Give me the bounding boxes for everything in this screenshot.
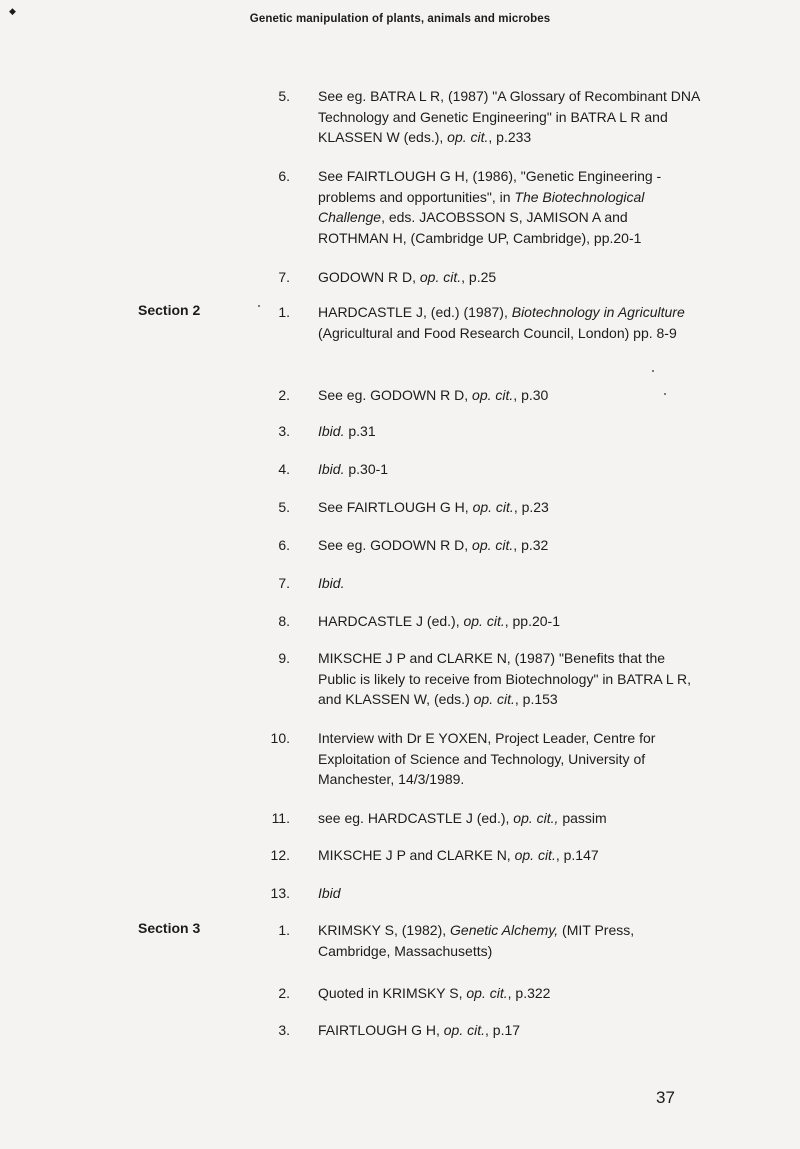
endnote-number: 1. <box>278 304 290 320</box>
endnote-italic-segment: Ibid <box>318 885 341 901</box>
endnote-segment: , p.322 <box>507 985 551 1001</box>
endnote-text <box>318 728 700 790</box>
endnote-text <box>318 535 700 556</box>
endnote-segment: , pp.20-1 <box>504 613 560 629</box>
endnote-italic-segment: op. cit. <box>463 613 505 629</box>
endnote-number: 2. <box>278 985 290 1001</box>
endnote-number: 5. <box>278 499 290 515</box>
endnote-number: 9. <box>278 650 290 666</box>
endnote-italic-segment: op. cit. <box>472 499 514 515</box>
endnote-segment: KRIMSKY S, (1982), <box>318 922 451 938</box>
endnote-segment: , eds. JACOBSSON S, JAMISON A and ROTHMAN H, (Cambridge UP, Cambridge), pp.20-1 <box>318 209 642 246</box>
endnote-number: 2. <box>278 387 290 403</box>
endnote-segment: , p.153 <box>514 691 558 707</box>
endnote-text <box>318 166 700 248</box>
endnote-italic-segment: op. cit., <box>513 810 559 826</box>
endnote-segment: See FAIRTLOUGH G H, (1986), "Genetic Engineering - problems and opportunities", in <box>318 168 662 205</box>
endnote-segment: See FAIRTLOUGH G H, <box>318 499 473 515</box>
endnote-italic-segment: Biotechnology in Agriculture <box>511 304 685 320</box>
endnote-segment: , p.25 <box>461 269 497 285</box>
endnote-text <box>318 1020 700 1041</box>
endnote-segment: HARDCASTLE J, (ed.) (1987), <box>318 304 512 320</box>
endnote-text <box>318 385 700 406</box>
endnote-italic-segment: op. cit. <box>472 537 514 553</box>
endnote-number: 3. <box>278 1022 290 1038</box>
endnote-segment: p.31 <box>344 423 376 439</box>
endnote-segment: , p.32 <box>513 537 549 553</box>
endnote-segment: passim <box>558 810 607 826</box>
endnote-italic-segment: op. cit. <box>472 387 514 403</box>
endnote-segment: (MIT Press, Cambridge, Massachusetts) <box>318 922 635 959</box>
endnote-number: 8. <box>278 613 290 629</box>
endnote-segment: , p.233 <box>488 129 532 145</box>
section-label-3: Section 3 <box>138 920 201 936</box>
endnote-italic-segment: op. cit. <box>514 847 556 863</box>
section-label-2: Section 2 <box>138 302 201 318</box>
endnote-italic-segment: Ibid. <box>318 461 345 477</box>
endnote-text <box>318 845 700 866</box>
endnote-italic-segment: The Biotechnological Challenge <box>318 188 645 225</box>
endnote-number: 7. <box>278 269 290 285</box>
endnote-italic-segment: op. cit. <box>466 985 508 1001</box>
endnote-segment: FAIRTLOUGH G H, <box>318 1022 444 1038</box>
endnote-segment: p.30-1 <box>344 461 389 477</box>
scan-speck <box>258 305 260 307</box>
endnote-segment: , p.17 <box>485 1022 521 1038</box>
endnote-text <box>318 267 700 288</box>
endnote-segment: GODOWN R D, <box>318 269 420 285</box>
endnote-segment: MIKSCHE J P and CLARKE N, (1987) "Benefits that the Public is likely to receive from Biotechnology" in BATRA L R, and KLASSEN W, (eds.) <box>318 650 692 707</box>
endnote-italic-segment: Genetic Alchemy, <box>450 922 559 938</box>
endnote-segment: , p.30 <box>513 387 549 403</box>
endnote-text <box>318 302 700 343</box>
endnote-segment: HARDCASTLE J (ed.), <box>318 613 464 629</box>
endnote-text <box>318 808 700 829</box>
endnote-italic-segment: op. cit. <box>447 129 489 145</box>
endnote-text <box>318 983 700 1004</box>
scan-speck <box>664 393 666 395</box>
endnote-number: 7. <box>278 575 290 591</box>
endnote-italic-segment: Ibid. <box>318 423 345 439</box>
endnote-text <box>318 573 700 594</box>
running-header: Genetic manipulation of plants, animals and microbes <box>249 13 551 25</box>
endnote-number: 6. <box>278 537 290 553</box>
endnote-text <box>318 459 700 480</box>
endnote-number: 11. <box>271 810 290 826</box>
endnote-text <box>318 648 700 710</box>
endnote-segment: MIKSCHE J P and CLARKE N, <box>318 847 515 863</box>
endnote-number: 6. <box>278 168 290 184</box>
endnote-text <box>318 611 700 632</box>
endnote-number: 1. <box>278 922 290 938</box>
endnote-italic-segment: op. cit. <box>443 1022 486 1038</box>
endnote-segment: See eg. BATRA L R, (1987) "A Glossary of Recombinant DNA Technology and Genetic Engineering" in BATRA L R and KLASSEN W (eds.), <box>318 88 700 145</box>
endnote-segment: Interview with Dr E YOXEN, Project Leader, Centre for Exploitation of Science and Technology, University of Manchester, 14/3/1989. <box>318 730 656 787</box>
endnote-number: 12. <box>270 847 290 863</box>
endnote-italic-segment: op. cit. <box>473 691 515 707</box>
endnote-segment: see eg. HARDCASTLE J (ed.), <box>318 810 514 826</box>
endnote-italic-segment: op. cit. <box>419 269 462 285</box>
endnote-text <box>318 421 700 442</box>
endnote-number: 4. <box>278 461 290 477</box>
endnote-text <box>318 920 700 961</box>
endnote-italic-segment: Ibid. <box>318 575 345 591</box>
endnote-text <box>318 497 700 518</box>
endnote-text <box>318 86 700 148</box>
endnote-text <box>318 883 700 904</box>
endnote-segment: See eg. GODOWN R D, <box>318 387 473 403</box>
scan-speck <box>652 370 654 372</box>
endnote-number: 10. <box>270 730 290 746</box>
endnote-segment: , p.147 <box>555 847 599 863</box>
endnote-number: 5. <box>278 88 290 104</box>
endnote-segment: Quoted in KRIMSKY S, <box>318 985 467 1001</box>
endnote-number: 3. <box>278 423 290 439</box>
page-number: 37 <box>656 1088 675 1107</box>
corner-mark: ◆ <box>9 6 16 16</box>
endnote-number: 13. <box>270 885 290 901</box>
endnote-segment: See eg. GODOWN R D, <box>318 537 473 553</box>
endnote-segment: (Agricultural and Food Research Council, London) pp. 8-9 <box>318 324 677 341</box>
endnote-segment: , p.23 <box>513 499 549 515</box>
